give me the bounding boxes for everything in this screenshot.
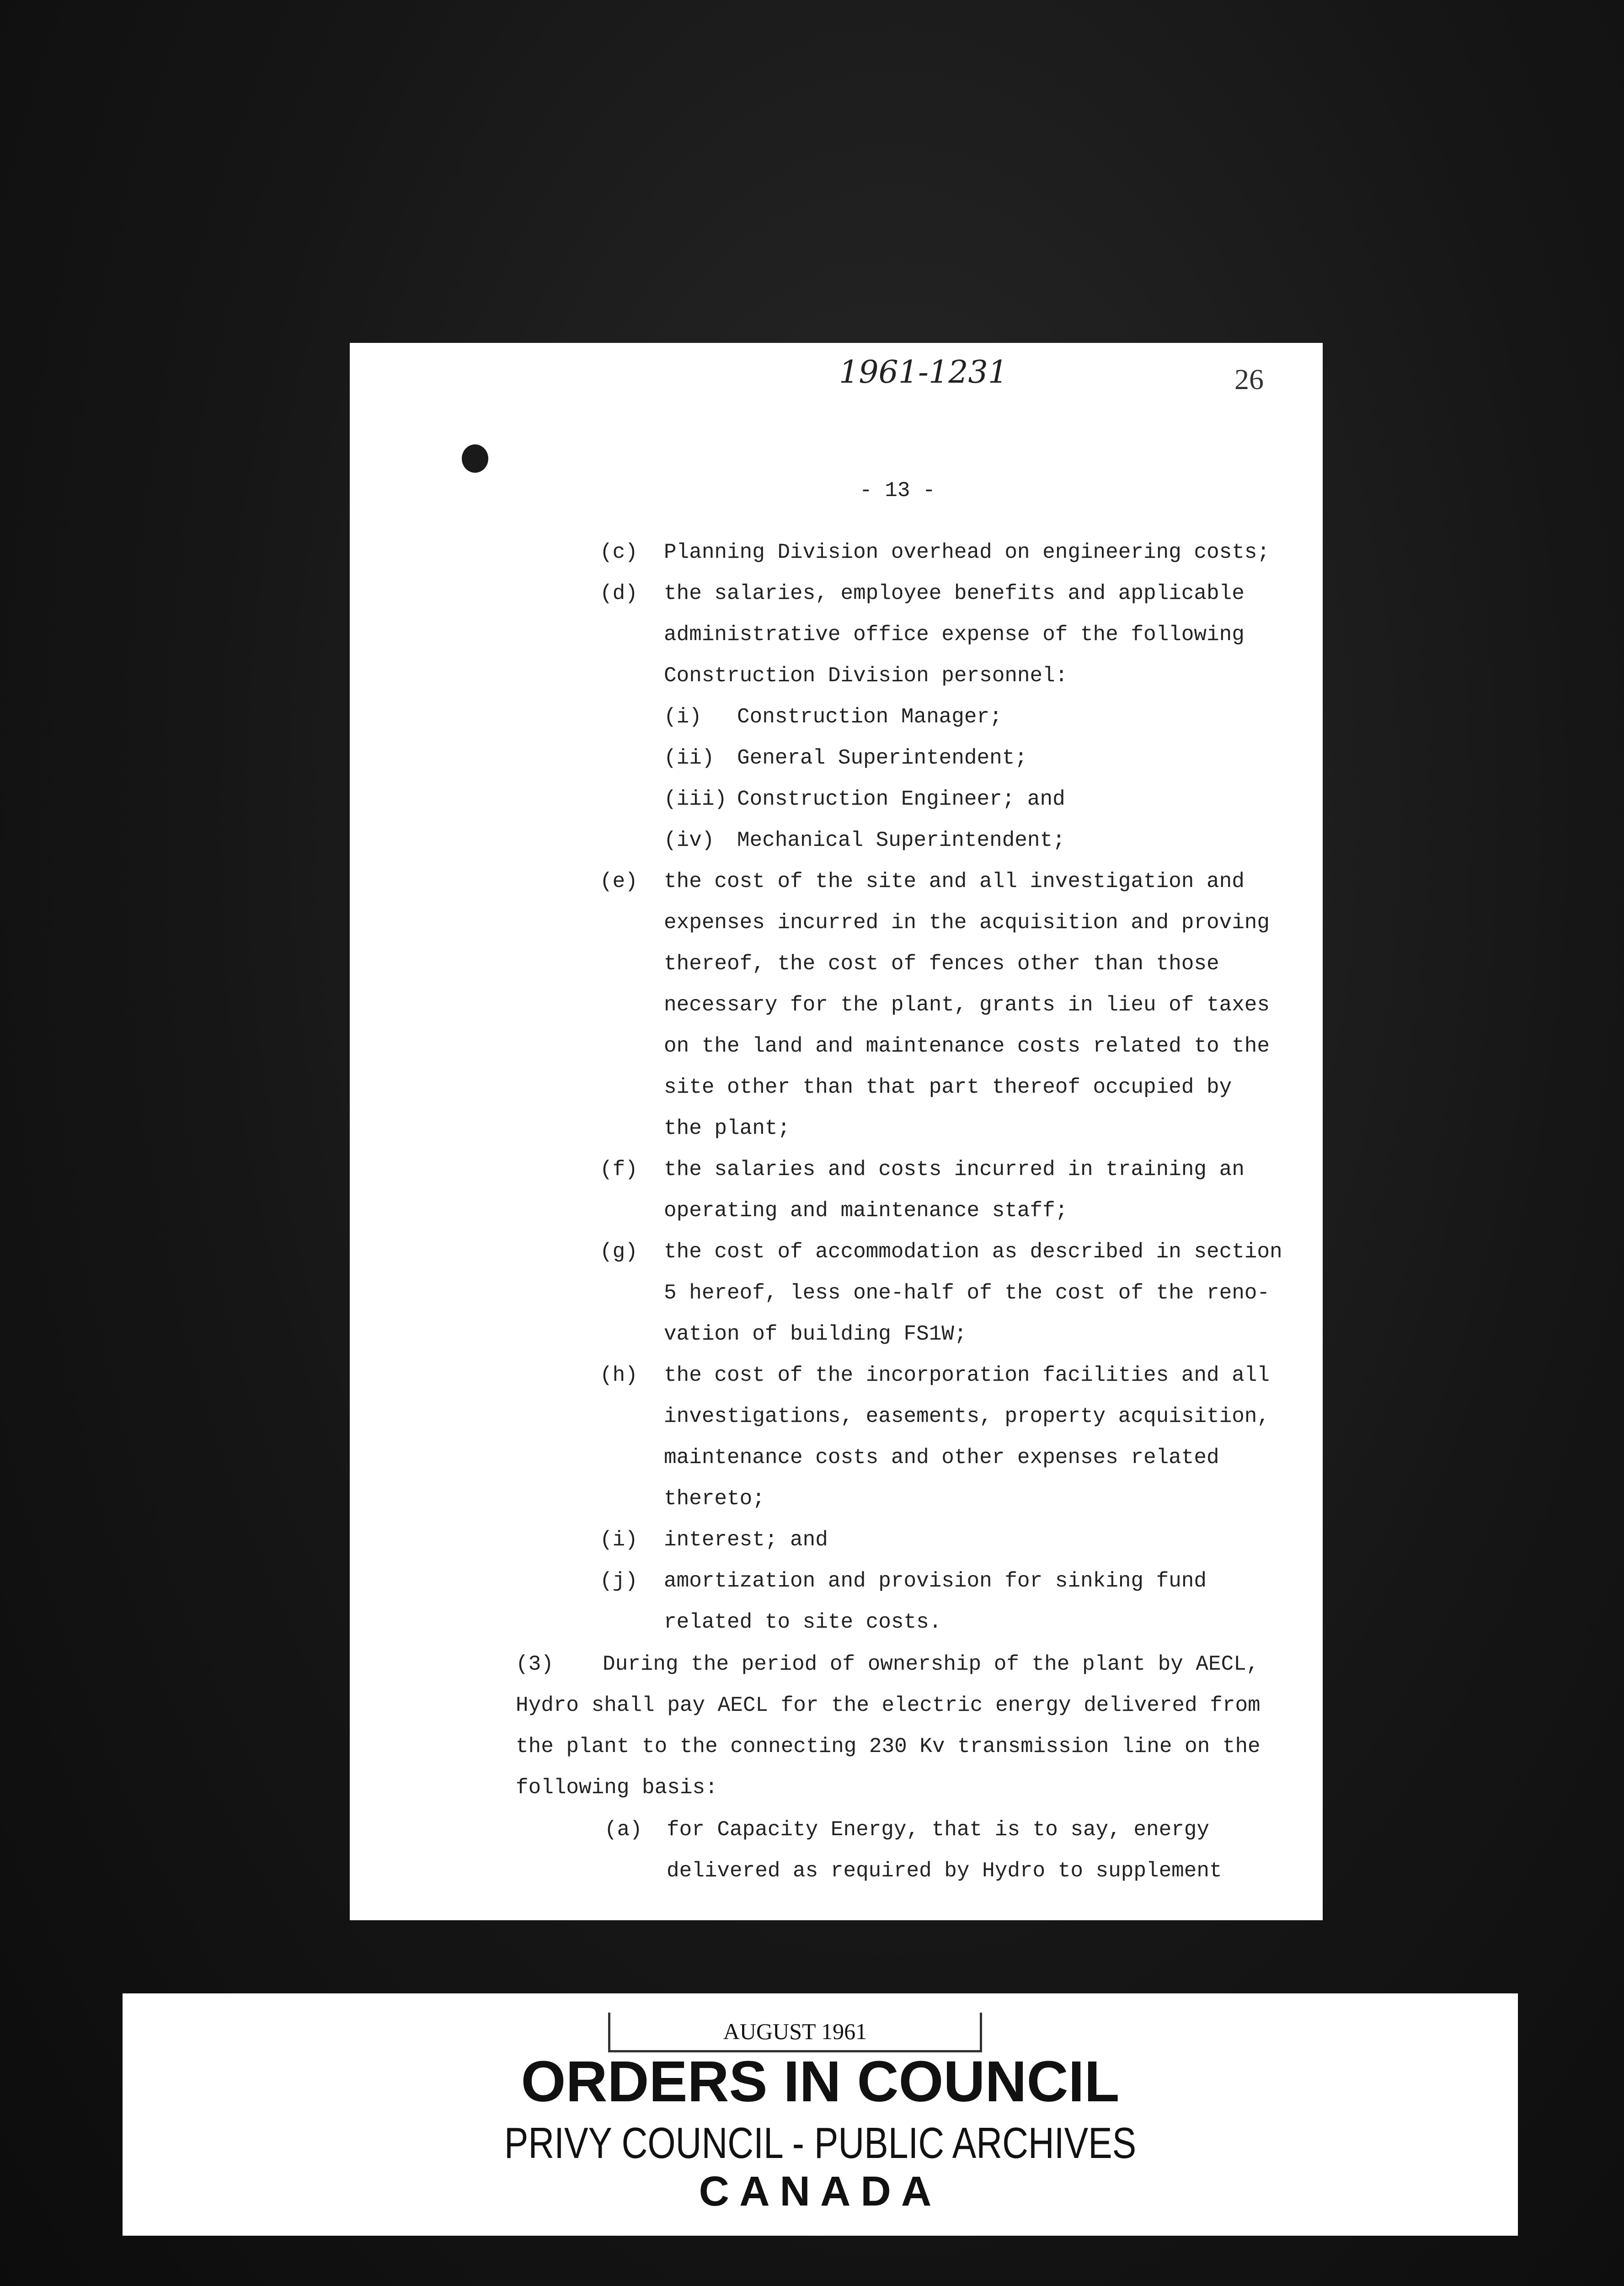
folio-number: - 13 -: [860, 479, 935, 502]
archive-date: AUGUST 1961: [723, 2019, 867, 2044]
sub-item-label: (ii): [664, 746, 715, 770]
handwritten-reference: 1961-1231: [839, 354, 1008, 390]
item-label: (c): [600, 540, 638, 564]
text-line: the cost of accommodation as described in section: [664, 1240, 1282, 1264]
text-line: General Superintendent;: [737, 746, 1027, 770]
text-line: administrative office expense of the following: [664, 623, 1245, 646]
text-line: the cost of the incorporation facilities and all: [664, 1363, 1270, 1387]
text-line: Construction Engineer; and: [737, 787, 1065, 811]
item-label: (d): [600, 582, 638, 605]
archive-country: CANADA: [699, 2168, 942, 2215]
sub-item-label: (iv): [664, 828, 715, 852]
page-number: 26: [1234, 363, 1264, 395]
sub-item-label: (i): [664, 705, 702, 729]
text-line: the salaries, employee benefits and applicable: [664, 582, 1245, 605]
item-label: (a): [604, 1818, 642, 1842]
text-line: following basis:: [516, 1776, 718, 1800]
text-line: During the period of ownership of the plant by AECL,: [603, 1652, 1259, 1676]
text-line: the plant;: [664, 1116, 791, 1140]
text-line: investigations, easements, property acquisition,: [664, 1405, 1270, 1428]
archive-subtitle: PRIVY COUNCIL - PUBLIC ARCHIVES: [504, 2119, 1137, 2168]
text-line: interest; and: [664, 1528, 828, 1552]
text-line: for Capacity Energy, that is to say, energy: [667, 1818, 1209, 1842]
text-line: thereto;: [664, 1487, 765, 1511]
text-line: on the land and maintenance costs related to the: [664, 1034, 1270, 1058]
text-line: the plant to the connecting 230 Kv transmission line on the: [516, 1735, 1261, 1758]
paragraph-label: (3): [516, 1652, 554, 1676]
text-line: Mechanical Superintendent;: [737, 828, 1065, 852]
text-line: expenses incurred in the acquisition and proving: [664, 911, 1270, 935]
text-line: the cost of the site and all investigation and: [664, 870, 1245, 893]
item-label: (i): [600, 1528, 638, 1552]
text-line: 5 hereof, less one-half of the cost of the reno-: [664, 1281, 1270, 1305]
text-line: operating and maintenance staff;: [664, 1199, 1068, 1223]
item-label: (e): [600, 870, 638, 893]
text-line: Construction Division personnel:: [664, 664, 1068, 688]
punch-hole: [462, 444, 488, 473]
text-line: Hydro shall pay AECL for the electric energy delivered from: [516, 1693, 1261, 1717]
item-label: (j): [600, 1569, 638, 1593]
text-line: maintenance costs and other expenses related: [664, 1446, 1219, 1469]
item-label: (f): [600, 1158, 638, 1181]
archive-title: ORDERS IN COUNCIL: [521, 2049, 1120, 2114]
text-line: Planning Division overhead on engineering costs;: [664, 540, 1270, 564]
item-label: (h): [600, 1363, 638, 1387]
text-line: related to site costs.: [664, 1610, 942, 1634]
sub-item-label: (iii): [664, 787, 727, 811]
text-line: delivered as required by Hydro to supplement: [667, 1859, 1222, 1883]
text-line: site other than that part thereof occupied by: [664, 1075, 1232, 1099]
text-line: amortization and provision for sinking fund: [664, 1569, 1207, 1593]
text-line: Construction Manager;: [737, 705, 1002, 729]
text-line: necessary for the plant, grants in lieu of taxes: [664, 993, 1270, 1017]
text-line: thereof, the cost of fences other than those: [664, 952, 1219, 976]
text-line: vation of building FS1W;: [664, 1322, 967, 1346]
text-line: the salaries and costs incurred in training an: [664, 1158, 1245, 1181]
item-label: (g): [600, 1240, 638, 1264]
